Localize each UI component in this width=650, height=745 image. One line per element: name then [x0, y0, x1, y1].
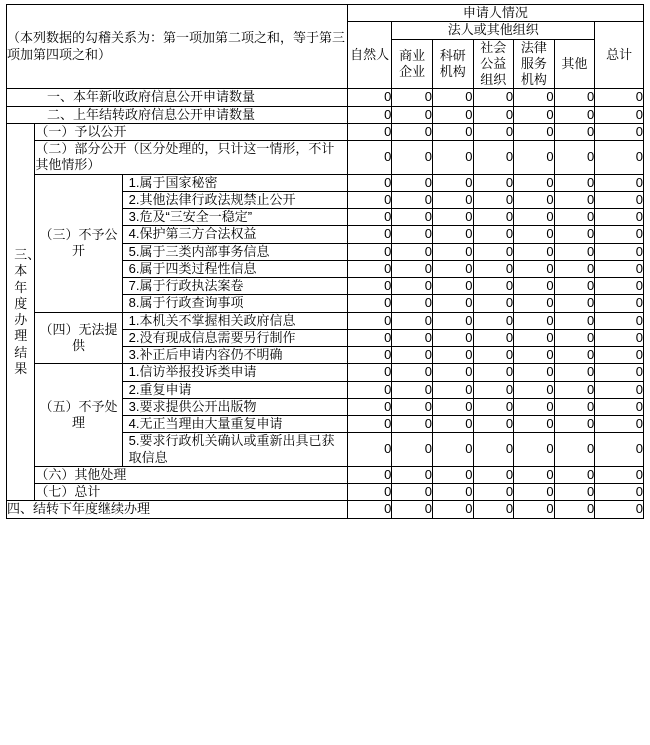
- cell-value: 0: [514, 466, 555, 483]
- cell-value: 0: [514, 295, 555, 312]
- cell-value: 0: [392, 191, 433, 208]
- cell-value: 0: [595, 433, 644, 467]
- cell-value: 0: [554, 466, 595, 483]
- cell-value: 0: [595, 141, 644, 175]
- cell-value: 0: [473, 243, 514, 260]
- cell-value: 0: [347, 312, 392, 329]
- cell-value: 0: [432, 381, 473, 398]
- cell-value: 0: [514, 141, 555, 175]
- cell-value: 0: [432, 501, 473, 518]
- cell-value: 0: [554, 260, 595, 277]
- cell-value: 0: [595, 260, 644, 277]
- cell-value: 0: [595, 174, 644, 191]
- row-label-new-received: 一、本年新收政府信息公开申请数量: [7, 89, 348, 106]
- column-header-commercial-enterprise: 商业 企业: [392, 39, 433, 89]
- cell-value: 0: [595, 312, 644, 329]
- cell-value: 0: [595, 243, 644, 260]
- column-header-research-institution: 科研 机构: [432, 39, 473, 89]
- cell-value: 0: [392, 226, 433, 243]
- cell-value: 0: [514, 191, 555, 208]
- row-label-other-law-prohibited: 2.其他法律行政法规禁止公开: [122, 191, 347, 208]
- table-row: [7, 484, 644, 501]
- cell-value: 0: [554, 226, 595, 243]
- row-label-enforcement-files: 7.属于行政执法案卷: [122, 278, 347, 295]
- cell-value: 0: [514, 501, 555, 518]
- cell-value: 0: [392, 260, 433, 277]
- cell-value: 0: [432, 312, 473, 329]
- cell-value: 0: [554, 106, 595, 123]
- row-label-petition-complaint: 1.信访举报投诉类申请: [122, 364, 347, 381]
- column-header-legal-service-org: 法律 服务 机构: [514, 39, 555, 89]
- group-label-not-handled: （五）不予处理: [35, 364, 122, 467]
- cell-value: 0: [432, 278, 473, 295]
- cell-value: 0: [514, 243, 555, 260]
- cell-value: 0: [432, 243, 473, 260]
- row-label-unreasonable-repeat: 4.无正当理由大量重复申请: [122, 416, 347, 433]
- cell-value: 0: [473, 381, 514, 398]
- cell-value: 0: [473, 329, 514, 346]
- cell-value: 0: [554, 209, 595, 226]
- row-label-three-security: 3.危及“三安全一稳定”: [122, 209, 347, 226]
- cell-value: 0: [473, 260, 514, 277]
- cell-value: 0: [514, 106, 555, 123]
- table-row: [7, 106, 644, 123]
- cell-value: 0: [347, 484, 392, 501]
- column-header-total: 总计: [595, 22, 644, 89]
- cell-value: 0: [432, 416, 473, 433]
- cell-value: 0: [347, 89, 392, 106]
- cell-value: 0: [473, 89, 514, 106]
- table-row: [7, 466, 644, 483]
- corner-note-cell: （本列数据的勾稽关系为：第一项加第二项之和，等于第三项加第四项之和）: [7, 5, 348, 89]
- cell-value: 0: [473, 416, 514, 433]
- cell-value: 0: [514, 209, 555, 226]
- row-label-admin-inquiry: 8.属于行政查询事项: [122, 295, 347, 312]
- row-label-third-party-rights: 4.保护第三方合法权益: [122, 226, 347, 243]
- cell-value: 0: [554, 243, 595, 260]
- cell-value: 0: [514, 364, 555, 381]
- cell-value: 0: [595, 226, 644, 243]
- cell-value: 0: [392, 466, 433, 483]
- cell-value: 0: [473, 123, 514, 140]
- cell-value: 0: [432, 106, 473, 123]
- cell-value: 0: [473, 278, 514, 295]
- cell-value: 0: [514, 226, 555, 243]
- section-label-year-results: [7, 123, 41, 501]
- row-label-partial-disclose: （二）部分公开（区分处理的，只计这一情形，不计其他情形）: [35, 141, 347, 175]
- cell-value: 0: [392, 106, 433, 123]
- cell-value: 0: [392, 209, 433, 226]
- cell-value: 0: [432, 484, 473, 501]
- table-row: [7, 364, 644, 381]
- cell-value: 0: [595, 484, 644, 501]
- cell-value: 0: [554, 501, 595, 518]
- cell-value: 0: [392, 123, 433, 140]
- cell-value: 0: [554, 191, 595, 208]
- cell-value: 0: [473, 347, 514, 364]
- legal-group-header: 法人或其他组织: [392, 22, 595, 39]
- row-label-carry-forward-next-year: 四、结转下年度继续办理: [7, 501, 348, 518]
- cell-value: 0: [473, 209, 514, 226]
- section-label-text: 三、本年度办理结果: [14, 247, 41, 376]
- cell-value: 0: [392, 278, 433, 295]
- cell-value: 0: [432, 89, 473, 106]
- cell-value: 0: [595, 123, 644, 140]
- cell-value: 0: [347, 260, 392, 277]
- row-label-process-info: 6.属于四类过程性信息: [122, 260, 347, 277]
- cell-value: 0: [554, 89, 595, 106]
- applicant-group-header: 申请人情况: [347, 5, 643, 22]
- cell-value: 0: [432, 260, 473, 277]
- row-label-subtotal: （七）总计: [35, 484, 347, 501]
- cell-value: 0: [347, 243, 392, 260]
- cell-value: 0: [595, 329, 644, 346]
- cell-value: 0: [432, 329, 473, 346]
- table-row: [7, 312, 644, 329]
- table-row: [7, 141, 644, 175]
- cell-value: 0: [595, 398, 644, 415]
- cell-value: 0: [554, 347, 595, 364]
- cell-value: 0: [514, 484, 555, 501]
- cell-value: 0: [473, 106, 514, 123]
- table-row: [7, 501, 644, 518]
- cell-value: 0: [554, 416, 595, 433]
- cell-value: 0: [554, 381, 595, 398]
- cell-value: 0: [595, 191, 644, 208]
- cell-value: 0: [473, 295, 514, 312]
- group-label-not-disclosed: （三）不予公开: [35, 174, 122, 312]
- column-header-other: 其他: [554, 39, 595, 89]
- government-info-disclosure-table: [6, 4, 644, 519]
- cell-value: 0: [347, 364, 392, 381]
- cell-value: 0: [432, 364, 473, 381]
- cell-value: 0: [595, 278, 644, 295]
- cell-value: 0: [347, 141, 392, 175]
- cell-value: 0: [347, 466, 392, 483]
- cell-value: 0: [432, 347, 473, 364]
- cell-value: 0: [514, 347, 555, 364]
- cell-value: 0: [473, 364, 514, 381]
- cell-value: 0: [392, 484, 433, 501]
- cell-value: 0: [554, 433, 595, 467]
- cell-value: 0: [432, 398, 473, 415]
- cell-value: 0: [554, 329, 595, 346]
- cell-value: 0: [473, 484, 514, 501]
- cell-value: 0: [392, 174, 433, 191]
- cell-value: 0: [347, 209, 392, 226]
- cell-value: 0: [595, 89, 644, 106]
- column-header-social-welfare-org: 社会 公益 组织: [473, 39, 514, 89]
- cell-value: 0: [347, 191, 392, 208]
- cell-value: 0: [347, 329, 392, 346]
- cell-value: 0: [432, 433, 473, 467]
- row-label-still-unclear: 3.补正后申请内容仍不明确: [122, 347, 347, 364]
- cell-value: 0: [595, 466, 644, 483]
- row-label-needs-creation: 2.没有现成信息需要另行制作: [122, 329, 347, 346]
- cell-value: 0: [473, 466, 514, 483]
- cell-value: 0: [347, 278, 392, 295]
- cell-value: 0: [514, 260, 555, 277]
- cell-value: 0: [392, 295, 433, 312]
- cell-value: 0: [392, 89, 433, 106]
- cell-value: 0: [595, 364, 644, 381]
- cell-value: 0: [595, 106, 644, 123]
- cell-value: 0: [514, 416, 555, 433]
- cell-value: 0: [514, 329, 555, 346]
- cell-value: 0: [554, 364, 595, 381]
- cell-value: 0: [347, 433, 392, 467]
- cell-value: 0: [432, 191, 473, 208]
- cell-value: 0: [554, 484, 595, 501]
- cell-value: 0: [473, 174, 514, 191]
- cell-value: 0: [554, 278, 595, 295]
- cell-value: 0: [347, 174, 392, 191]
- row-label-disclose: （一）予以公开: [35, 123, 347, 140]
- cell-value: 0: [432, 295, 473, 312]
- cell-value: 0: [473, 141, 514, 175]
- cell-value: 0: [514, 89, 555, 106]
- cell-value: 0: [554, 295, 595, 312]
- row-label-internal-affairs: 5.属于三类内部事务信息: [122, 243, 347, 260]
- cell-value: 0: [432, 174, 473, 191]
- cell-value: 0: [554, 174, 595, 191]
- cell-value: 0: [392, 381, 433, 398]
- cell-value: 0: [473, 226, 514, 243]
- column-header-natural-person: 自然人: [347, 22, 392, 89]
- cell-value: 0: [473, 501, 514, 518]
- cell-value: 0: [514, 123, 555, 140]
- cell-value: 0: [392, 433, 433, 467]
- row-label-state-secret: 1.属于国家秘密: [122, 174, 347, 191]
- cell-value: 0: [392, 501, 433, 518]
- cell-value: 0: [595, 501, 644, 518]
- cell-value: 0: [347, 398, 392, 415]
- cell-value: 0: [595, 416, 644, 433]
- cell-value: 0: [514, 433, 555, 467]
- row-label-public-publication: 3.要求提供公开出版物: [122, 398, 347, 415]
- row-label-confirm-reissue: 5.要求行政机关确认或重新出具已获取信息: [122, 433, 347, 467]
- cell-value: 0: [392, 141, 433, 175]
- cell-value: 0: [432, 209, 473, 226]
- cell-value: 0: [554, 312, 595, 329]
- row-label-carried-over: 二、上年结转政府信息公开申请数量: [7, 106, 348, 123]
- cell-value: 0: [432, 141, 473, 175]
- cell-value: 0: [347, 416, 392, 433]
- cell-value: 0: [473, 398, 514, 415]
- cell-value: 0: [392, 416, 433, 433]
- table-row: [7, 174, 644, 191]
- cell-value: 0: [595, 381, 644, 398]
- cell-value: 0: [514, 278, 555, 295]
- cell-value: 0: [432, 123, 473, 140]
- cell-value: 0: [347, 381, 392, 398]
- cell-value: 0: [392, 312, 433, 329]
- cell-value: 0: [347, 226, 392, 243]
- cell-value: 0: [392, 398, 433, 415]
- cell-value: 0: [514, 398, 555, 415]
- cell-value: 0: [347, 347, 392, 364]
- cell-value: 0: [595, 209, 644, 226]
- cell-value: 0: [554, 123, 595, 140]
- cell-value: 0: [554, 141, 595, 175]
- cell-value: 0: [347, 106, 392, 123]
- cell-value: 0: [473, 191, 514, 208]
- cell-value: 0: [473, 312, 514, 329]
- row-label-duplicate-application: 2.重复申请: [122, 381, 347, 398]
- table-row: [7, 123, 644, 140]
- cell-value: 0: [514, 312, 555, 329]
- cell-value: 0: [514, 174, 555, 191]
- cell-value: 0: [347, 501, 392, 518]
- cell-value: 0: [432, 466, 473, 483]
- cell-value: 0: [514, 381, 555, 398]
- cell-value: 0: [473, 433, 514, 467]
- table-row: [7, 89, 644, 106]
- group-label-cannot-provide: （四）无法提供: [35, 312, 122, 364]
- cell-value: 0: [347, 123, 392, 140]
- cell-value: 0: [392, 329, 433, 346]
- cell-value: 0: [595, 347, 644, 364]
- cell-value: 0: [347, 295, 392, 312]
- cell-value: 0: [392, 243, 433, 260]
- row-label-other-handling: （六）其他处理: [35, 466, 347, 483]
- cell-value: 0: [595, 295, 644, 312]
- row-label-not-held: 1.本机关不掌握相关政府信息: [122, 312, 347, 329]
- cell-value: 0: [392, 364, 433, 381]
- header-row-1: [7, 5, 644, 22]
- cell-value: 0: [392, 347, 433, 364]
- cell-value: 0: [432, 226, 473, 243]
- cell-value: 0: [554, 398, 595, 415]
